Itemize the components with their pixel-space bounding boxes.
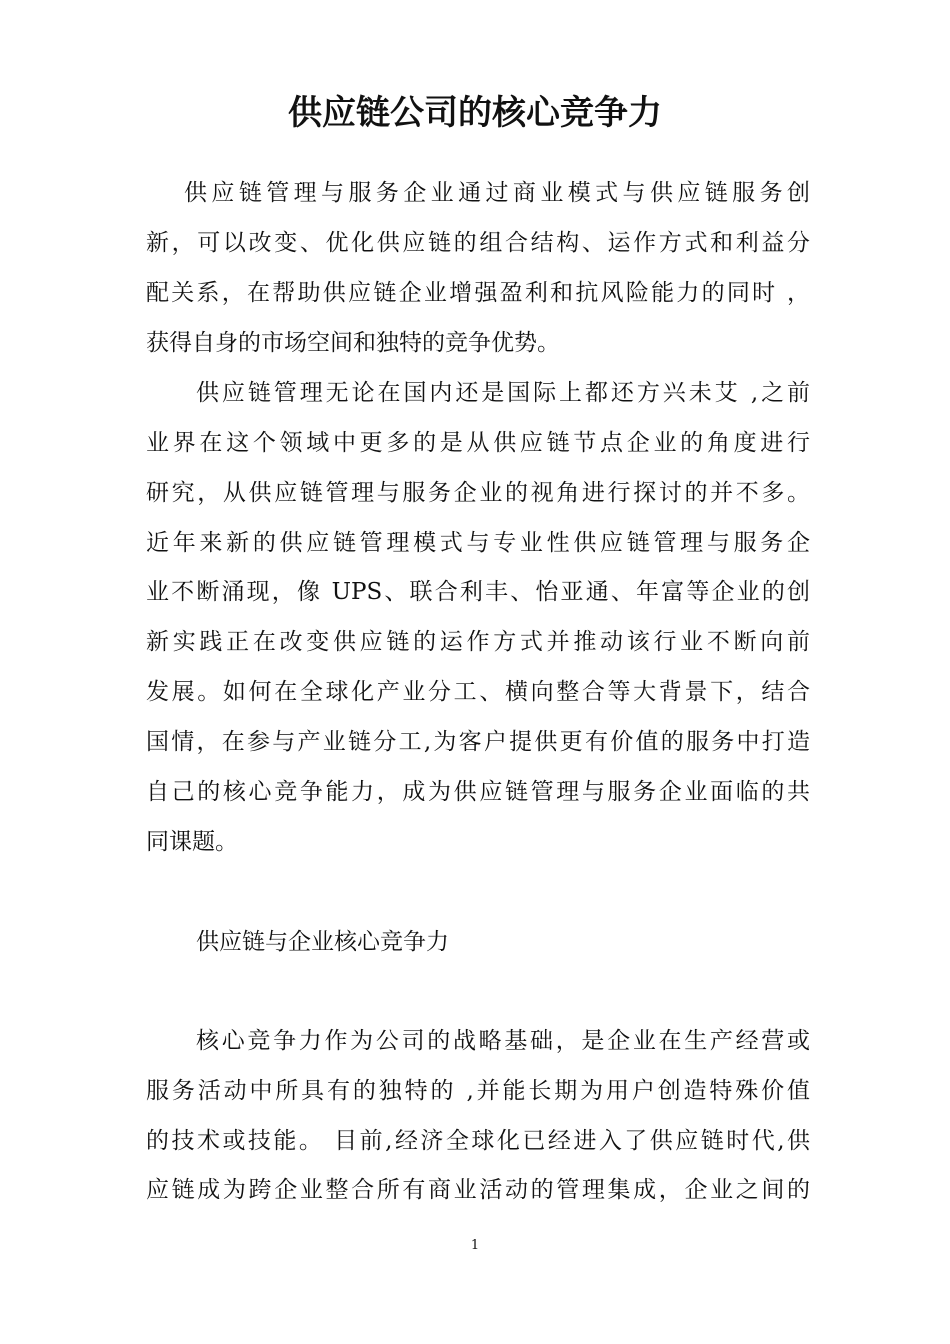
paragraph-line: 应链成为跨企业整合所有商业活动的管理集成，企业之间的: [146, 1177, 810, 1203]
paragraph-line: 发展。如何在全球化产业分工、横向整合等大背景下，结合: [146, 679, 810, 705]
paragraph-line: 的技术或技能。 目前,经济全球化已经进入了供应链时代,供: [146, 1128, 810, 1154]
paragraph-line: 供应链管理与服务企业通过商业模式与供应链服务创: [184, 180, 810, 206]
paragraph-line: 核心竞争力作为公司的战略基础，是企业在生产经营或: [196, 1028, 810, 1054]
paragraph-line: 近年来新的供应链管理模式与专业性供应链管理与服务企: [146, 530, 810, 556]
paragraph-line: 业界在这个领域中更多的是从供应链节点企业的角度进行: [146, 430, 810, 456]
paragraph-line: 业不断涌现，像 UPS、联合利丰、怡亚通、年富等企业的创: [146, 579, 810, 605]
paragraph-line: 国情，在参与产业链分工,为客户提供更有价值的服务中打造: [146, 729, 810, 755]
paragraph-line: 同课题。: [146, 829, 238, 855]
document-title: 供应链公司的核心竞争力: [288, 93, 662, 133]
paragraph-line: 供应链管理无论在国内还是国际上都还方兴未艾 ,之前: [196, 380, 810, 406]
page-number: 1: [470, 1238, 480, 1253]
paragraph-line: 获得自身的市场空间和独特的竞争优势。: [146, 330, 560, 356]
paragraph-line: 研究，从供应链管理与服务企业的视角进行探讨的并不多。: [146, 480, 810, 506]
paragraph-line: 配关系，在帮助供应链企业增强盈利和抗风险能力的同时 ，: [146, 280, 810, 306]
paragraph-line: 自己的核心竞争能力，成为供应链管理与服务企业面临的共: [146, 779, 810, 805]
paragraph-line: 服务活动中所具有的独特的 ,并能长期为用户创造特殊价值: [146, 1078, 810, 1104]
paragraph-line: 新实践正在改变供应链的运作方式并推动该行业不断向前: [146, 629, 810, 655]
section-heading: 供应链与企业核心竞争力: [196, 929, 449, 955]
paragraph-line: 新，可以改变、优化供应链的组合结构、运作方式和利益分: [146, 230, 810, 256]
